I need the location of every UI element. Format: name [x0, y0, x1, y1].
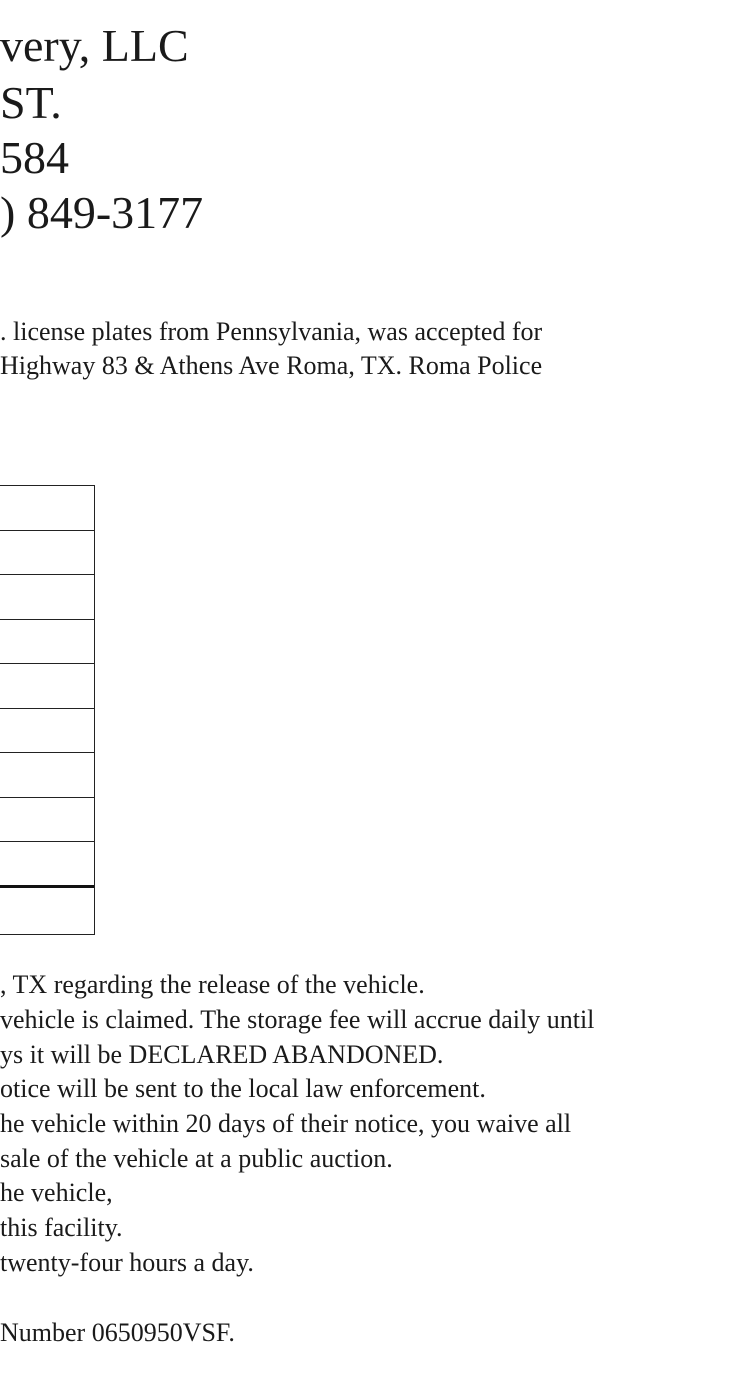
table-row [0, 797, 94, 798]
table-row [0, 841, 94, 842]
registration-number: Number 0650950VSF. [0, 1318, 235, 1347]
company-name: very, LLC [0, 20, 189, 71]
table-total-divider [0, 885, 94, 888]
notice-line-8: this facility. [0, 1213, 123, 1242]
table-row [0, 574, 94, 575]
table-row [0, 752, 94, 753]
notice-line-4: otice will be sent to the local law enforcement. [0, 1074, 486, 1103]
notice-line-5: he vehicle within 20 days of their notice, you waive all [0, 1109, 572, 1138]
table-row [0, 619, 94, 620]
intro-line-1: . license plates from Pennsylvania, was accepted for [0, 317, 543, 346]
fee-table [0, 485, 95, 935]
company-street: ST. [0, 77, 62, 128]
notice-line-2: vehicle is claimed. The storage fee will accrue daily until [0, 1005, 595, 1034]
table-row [0, 663, 94, 664]
notice-line-7: he vehicle, [0, 1178, 113, 1207]
notice-line-1: , TX regarding the release of the vehicle. [0, 970, 425, 999]
notice-line-3: ys it will be DECLARED ABANDONED. [0, 1040, 444, 1069]
table-row [0, 530, 94, 531]
intro-line-2: Highway 83 & Athens Ave Roma, TX. Roma Police [0, 351, 543, 380]
notice-line-9: twenty-four hours a day. [0, 1248, 254, 1277]
notice-line-6: sale of the vehicle at a public auction. [0, 1144, 393, 1173]
company-phone: ) 849-3177 [0, 187, 204, 238]
company-zip: 584 [0, 132, 69, 183]
table-row [0, 708, 94, 709]
